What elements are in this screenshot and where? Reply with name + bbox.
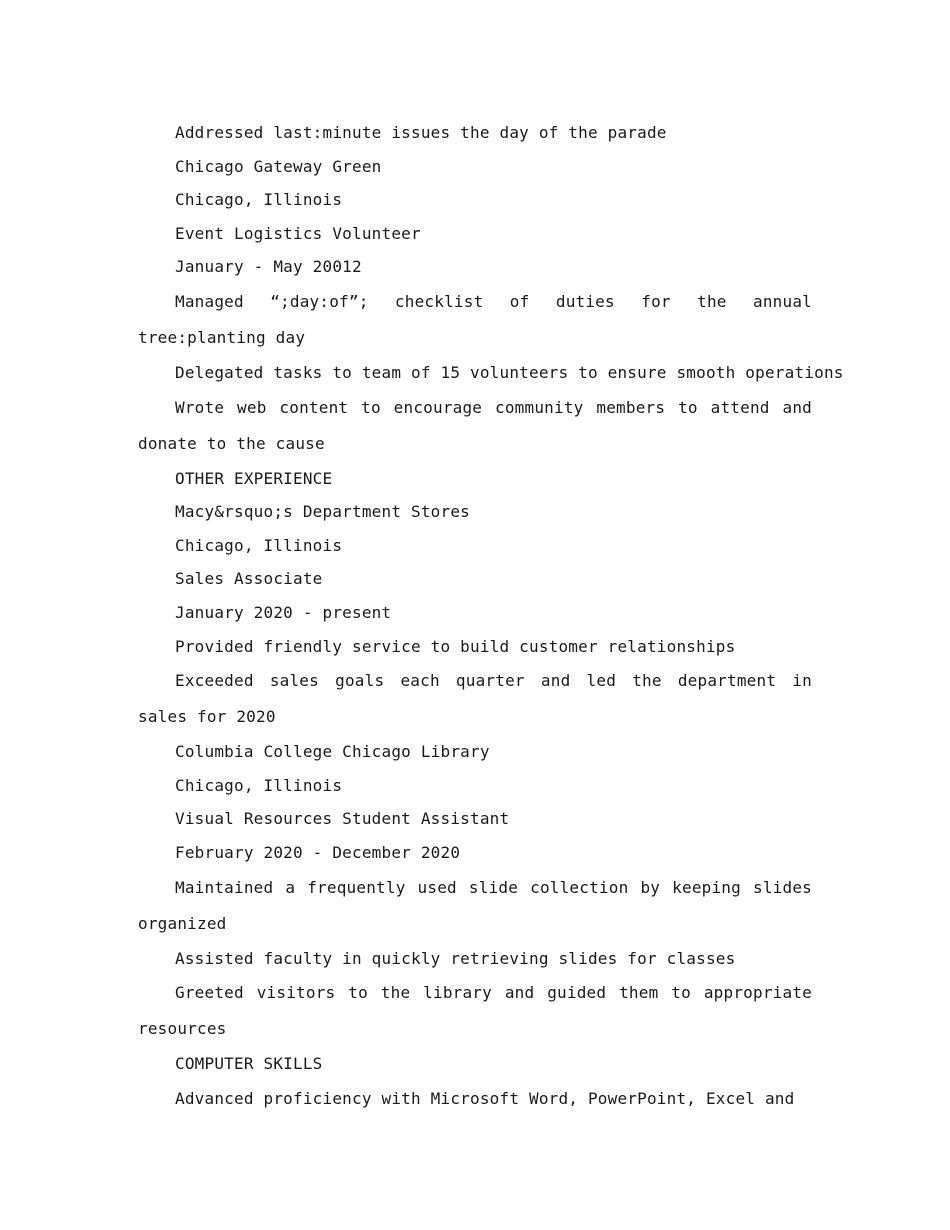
resume-paragraph: February 2020 - December 2020 (175, 842, 461, 862)
resume-paragraph: January - May 20012 (175, 257, 362, 277)
resume-paragraph: Macy&rsquo;s Department Stores (175, 502, 470, 522)
resume-paragraph: Addressed last:minute issues the day of the parade (175, 123, 667, 142)
resume-paragraph: Delegated tasks to team of 15 volunteers to ensure smooth operations (175, 362, 844, 382)
resume-paragraph: Managed “;day:of”; checklist of duties for the annual tree:planting day (138, 291, 812, 347)
resume-paragraph: Wrote web content to encourage community members to attend and donate to the cause (138, 397, 812, 453)
resume-paragraph: Visual Resources Student Assistant (175, 809, 510, 829)
resume-paragraph: Columbia College Chicago Library (175, 742, 490, 762)
resume-paragraph: Sales Associate (175, 569, 323, 589)
resume-paragraph: Chicago, Illinois (175, 535, 343, 555)
resume-paragraph: Provided friendly service to build customer relationships (175, 636, 736, 656)
resume-paragraph: January 2020 - present (175, 602, 392, 622)
resume-paragraph: Chicago, Illinois (175, 190, 343, 210)
resume-paragraph: Chicago, Illinois (175, 775, 343, 795)
resume-paragraph: Chicago Gateway Green (175, 156, 382, 176)
resume-paragraph: Exceeded sales goals each quarter and led the department in sales for 2020 (138, 671, 812, 727)
resume-paragraph: COMPUTER SKILLS (175, 1054, 323, 1074)
resume-paragraph: OTHER EXPERIENCE (175, 468, 333, 488)
resume-paragraph: Event Logistics Volunteer (175, 223, 421, 243)
document-body (138, 116, 844, 1117)
resume-paragraph: Greeted visitors to the library and guided them to appropriate resources (138, 983, 812, 1039)
resume-paragraph: Maintained a frequently used slide collection by keeping slides organized (138, 877, 812, 933)
resume-paragraph: Advanced proficiency with Microsoft Word, PowerPoint, Excel and (175, 1088, 795, 1108)
resume-paragraph: Assisted faculty in quickly retrieving slides for classes (175, 948, 736, 968)
